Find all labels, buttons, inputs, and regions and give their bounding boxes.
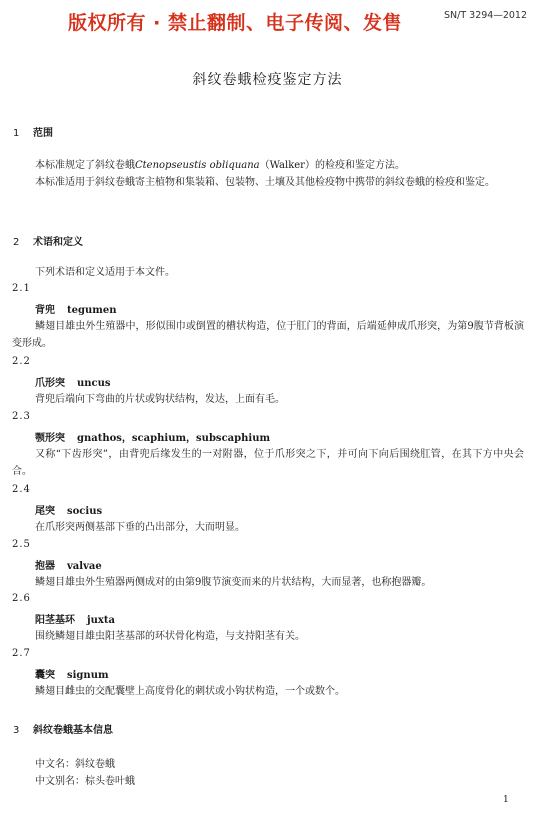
section-title: 斜纹卷蛾基本信息 bbox=[33, 725, 113, 736]
term-english: signum bbox=[67, 670, 109, 681]
term-chinese: 爪形突 bbox=[35, 378, 65, 389]
section-number: 3 bbox=[13, 725, 20, 736]
page-number: 1 bbox=[503, 795, 509, 805]
terms-intro: 下列术语和定义适用于本文件。 bbox=[35, 267, 175, 278]
term-chinese: 背兜 bbox=[35, 305, 55, 316]
term-definition: 又称“下齿形突”，由背兜后缘发生的一对附器，位于爪形突之下，并可向下向后围绕肛管，在其下方中央会合。 bbox=[12, 449, 524, 477]
term-definition: 在爪形突两侧基部下垂的凸出部分，大而明显。 bbox=[35, 522, 245, 533]
term-english: uncus bbox=[77, 378, 111, 389]
term-english: juxta bbox=[87, 615, 115, 626]
term-english: socius bbox=[67, 506, 103, 517]
term-heading bbox=[35, 557, 102, 572]
term-number: 2.1 bbox=[12, 283, 31, 294]
term-chinese: 阳茎基环 bbox=[35, 615, 75, 626]
term-definition: 围绕鳞翅目雄虫阳茎基部的环状骨化构造，与支持阳茎有关。 bbox=[35, 631, 305, 642]
term-chinese: 颚形突 bbox=[35, 433, 65, 444]
term-chinese: 囊突 bbox=[35, 670, 55, 681]
section-1-heading bbox=[13, 124, 53, 139]
term-english: valvae bbox=[67, 561, 102, 572]
document-title: 斜纹卷蛾检疫鉴定方法 bbox=[192, 72, 343, 88]
term-number: 2.3 bbox=[12, 411, 31, 422]
term-number: 2.5 bbox=[12, 539, 31, 550]
term-number: 2.4 bbox=[12, 484, 31, 495]
standard-number: SN/T 3294—2012 bbox=[444, 10, 528, 21]
term-definition: 鳞翅目雌虫的交配囊壁上高度骨化的刺状或小钩状构造，一个或数个。 bbox=[35, 686, 345, 697]
text-segment: （Walker）的检疫和鉴定方法。 bbox=[259, 160, 405, 171]
term-definition: 鳞翅目雄虫外生殖器两侧成对的由第9腹节演变而来的片状结构，大而显著，也称抱器瓣。 bbox=[35, 577, 432, 588]
text-segment: 本标准规定了斜纹卷蛾 bbox=[35, 160, 135, 171]
term-number: 2.2 bbox=[12, 356, 31, 367]
section-number: 1 bbox=[13, 128, 20, 139]
scope-paragraph-1 bbox=[12, 157, 524, 174]
chinese-name-line: 中文名：斜纹卷蛾 bbox=[35, 759, 115, 770]
scope-paragraph-2: 本标准适用于斜纹卷蛾寄主植物和集装箱、包装物、土壤及其他检疫物中携带的斜纹卷蛾的检疫和鉴定。 bbox=[35, 177, 495, 188]
section-title: 范围 bbox=[33, 128, 53, 139]
term-number: 2.6 bbox=[12, 593, 31, 604]
term-heading bbox=[35, 301, 116, 316]
term-english: tegumen bbox=[67, 305, 117, 316]
term-chinese: 尾突 bbox=[35, 506, 55, 517]
species-name: Ctenopseustis obliquana bbox=[135, 160, 260, 171]
term-heading bbox=[35, 611, 115, 626]
term-definition: 鳞翅目雄虫外生殖器中，形似围巾或倒置的槽状构造，位于肛门的背面，后端延伸成爪形突，为第9腹节背板演变形成。 bbox=[12, 321, 524, 349]
term-number: 2.7 bbox=[12, 648, 31, 659]
term-english: gnathos，scaphium，subscaphium bbox=[77, 433, 271, 444]
term-chinese: 抱器 bbox=[35, 561, 55, 572]
term-definition: 背兜后端向下弯曲的片状或钩状结构，发达，上面有毛。 bbox=[35, 394, 285, 405]
section-number: 2 bbox=[13, 237, 20, 248]
term-heading bbox=[35, 502, 102, 517]
section-2-heading bbox=[13, 233, 83, 248]
section-3-heading bbox=[13, 721, 113, 736]
section-title: 术语和定义 bbox=[33, 237, 83, 248]
term-heading bbox=[35, 666, 109, 681]
term-heading bbox=[35, 429, 270, 444]
copyright-banner: 版权所有 · 禁止翻制、电子传阅、发售 bbox=[68, 12, 402, 34]
term-heading bbox=[35, 374, 111, 389]
chinese-alias-line: 中文别名：棕头卷叶蛾 bbox=[35, 776, 135, 787]
